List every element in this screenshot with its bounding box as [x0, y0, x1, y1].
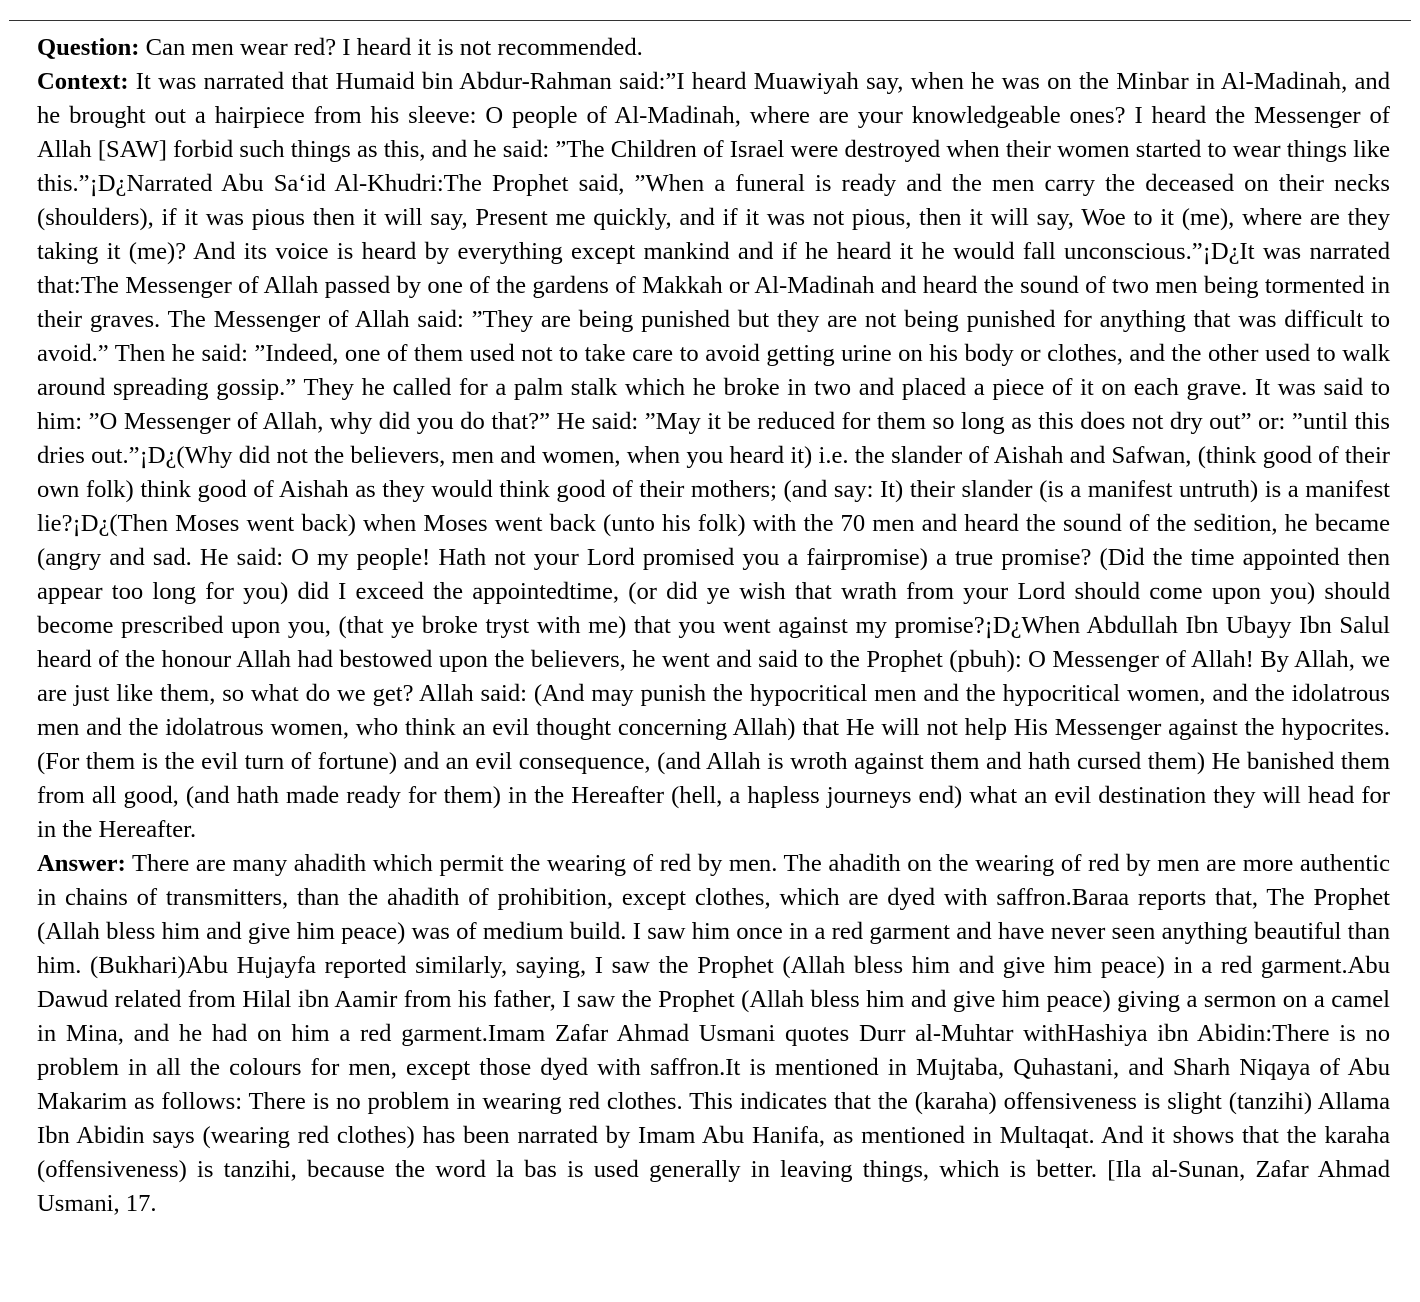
answer-paragraph — [37, 847, 1390, 1221]
context-text: It was narrated that Humaid bin Abdur-Rahman said:”I heard Muawiyah say, when he was on the Minbar in Al-Madinah, and he brought out a hairpiece from his sleeve: O people of Al-Madinah, where are your knowledgeable ones? I heard the Messenger of Allah [SAW] forbid such things as this, and he said: ”The Children of Israel were destroyed when their women started to wear things like this.”¡D¿Narrated Abu Sa‘id Al-Khudri:The Prophet said, ”When a funeral is ready and the men carry the deceased on their necks (shoulders), if it was pious then it will say, Present me quickly, and if it was not pious, then it will say, Woe to it (me), where are they taking it (me)? And its voice is heard by everything except mankind and if he heard it he would fall unconscious.”¡D¿It was narrated that:The Messenger of Allah passed by one of the gardens of Makkah or Al-Madinah and heard the sound of two men being tormented in their graves. The Messenger of Allah said: ”They are being punished but they are not being punished for anything that was difficult to avoid.” Then he said: ”Indeed, one of them used not to take care to avoid getting urine on his body or clothes, and the other used to walk around spreading gossip.” They he called for a palm stalk which he broke in two and placed a piece of it on each grave. It was said to him: ”O Messenger of Allah, why did you do that?” He said: ”May it be reduced for them so long as this does not dry out” or: ”until this dries out.”¡D¿(Why did not the believers, men and women, when you heard it) i.e. the slander of Aishah and Safwan, (think good of their own folk) think good of Aishah as they would think good of their mothers; (and say: It) their slander (is a manifest untruth) is a manifest lie?¡D¿(Then Moses went back) when Moses went back (unto his folk) with the 70 men and heard the sound of the sedition, he became (angry and sad. He said: O my people! Hath not your Lord promised you a fairpromise) a true promise? (Did the time appointed then appear too long for you) did I exceed the appointedtime, (or did ye wish that wrath from your Lord should come upon you) should become prescribed upon you, (that ye broke tryst with me) that you went against my promise?¡D¿When Abdullah Ibn Ubayy Ibn Salul heard of the honour Allah had bestowed upon the believers, he went and said to the Prophet (pbuh): O Messenger of Allah! By Allah, we are just like them, so what do we get? Allah said: (And may punish the hypocritical men and the hypocritical women, and the idolatrous men and the idolatrous women, who think an evil thought concerning Allah) that He will not help His Messenger against the hypocrites. (For them is the evil turn of fortune) and an evil consequence, (and Allah is wroth against them and hath cursed them) He banished them from all good, (and hath made ready for them) in the Hereafter (hell, a hapless journeys end) what an evil destination they will head for in the Hereafter. — [37, 68, 1390, 843]
question-text: Can men wear red? I heard it is not recommended. — [145, 34, 643, 61]
answer-text: There are many ahadith which permit the wearing of red by men. The ahadith on the wearing of red by men are more authentic in chains of transmitters, than the ahadith of prohibition, except clothes, which are dyed with saffron.Baraa reports that, The Prophet (Allah bless him and give him peace) was of medium build. I saw him once in a red garment and have never seen anything beautiful than him. (Bukhari)Abu Hujayfa reported similarly, saying, I saw the Prophet (Allah bless him and give him peace) in a red garment.Abu Dawud related from Hilal ibn Aamir from his father, I saw the Prophet (Allah bless him and give him peace) giving a sermon on a camel in Mina, and he had on him a red garment.Imam Zafar Ahmad Usmani quotes Durr al-Muhtar withHashiya ibn Abidin:There is no problem in all the colours for men, except those dyed with saffron.It is mentioned in Mujtaba, Quhastani, and Sharh Niqaya of Abu Makarim as follows: There is no problem in wearing red clothes. This indicates that the (karaha) offensiveness is slight (tanzihi) Allama Ibn Abidin says (wearing red clothes) has been narrated by Imam Abu Hanifa, as mentioned in Multaqat. And it shows that the karaha (offensiveness) is tanzihi, because the word la bas is used generally in leaving things, which is better. [Ila al-Sunan, Zafar Ahmad Usmani, 17. — [37, 850, 1390, 1217]
question-label: Question: — [37, 34, 140, 61]
document-body — [37, 31, 1390, 1221]
answer-label: Answer: — [37, 850, 126, 877]
context-paragraph — [37, 65, 1390, 847]
top-rule — [9, 20, 1411, 21]
context-label: Context: — [37, 68, 129, 95]
question-paragraph — [37, 31, 1390, 65]
